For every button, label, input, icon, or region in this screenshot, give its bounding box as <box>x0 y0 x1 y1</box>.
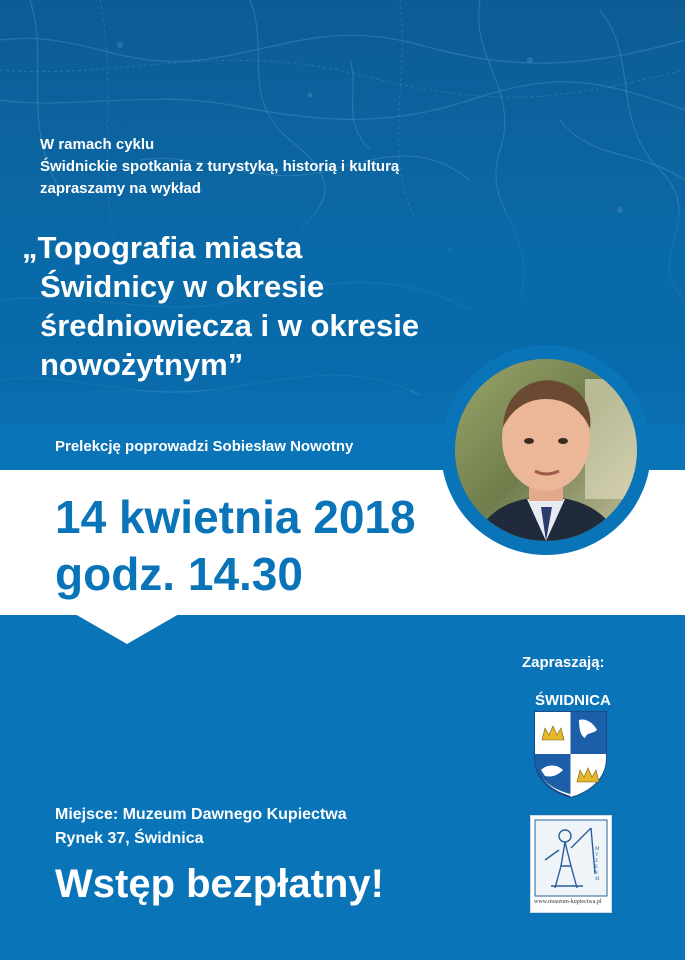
title-line-2: Świdnicy w okresie <box>40 269 325 304</box>
svg-text:M: M <box>595 877 600 882</box>
svg-text:V: V <box>595 853 599 858</box>
intro-line-2: Świdnickie spotkania z turystyką, historią i kulturą <box>40 158 400 175</box>
intro-line-3: zapraszamy na wykład <box>40 180 201 197</box>
venue-info <box>55 803 347 851</box>
svg-text:V: V <box>595 871 599 876</box>
venue-line-2: Rynek 37, Świdnica <box>55 830 204 847</box>
date-band-notch <box>75 614 179 644</box>
event-time: godz. 14.30 <box>55 548 303 600</box>
organizers-label: Zapraszają: <box>522 654 605 671</box>
title-line-4: nowożytnym” <box>40 347 244 382</box>
svg-text:M: M <box>595 847 600 852</box>
lecture-title <box>22 228 419 384</box>
intro-text <box>40 134 399 200</box>
speaker-portrait-graphic <box>455 359 637 541</box>
speaker-text: Prelekcję poprowadzi Sobiesław Nowotny <box>55 438 354 455</box>
swidnica-crest-icon <box>533 710 608 798</box>
event-date: 14 kwietnia 2018 <box>55 491 416 543</box>
venue-line-1: Miejsce: Muzeum Dawnego Kupiectwa <box>55 806 347 823</box>
title-line-1: „Topografia miasta <box>22 230 303 265</box>
museum-url: www.muzeum-kupiectwa.pl <box>534 899 602 905</box>
intro-line-1: W ramach cyklu <box>40 136 155 153</box>
museum-logo-graphic <box>531 816 611 900</box>
city-name: ŚWIDNICA <box>535 692 611 709</box>
title-line-3: średniowiecza i w okresie <box>40 308 420 343</box>
free-entry-text: Wstęp bezpłatny! <box>55 862 384 906</box>
svg-text:E: E <box>595 865 599 870</box>
speaker-photo <box>455 359 637 541</box>
svg-text:Z: Z <box>595 859 599 864</box>
